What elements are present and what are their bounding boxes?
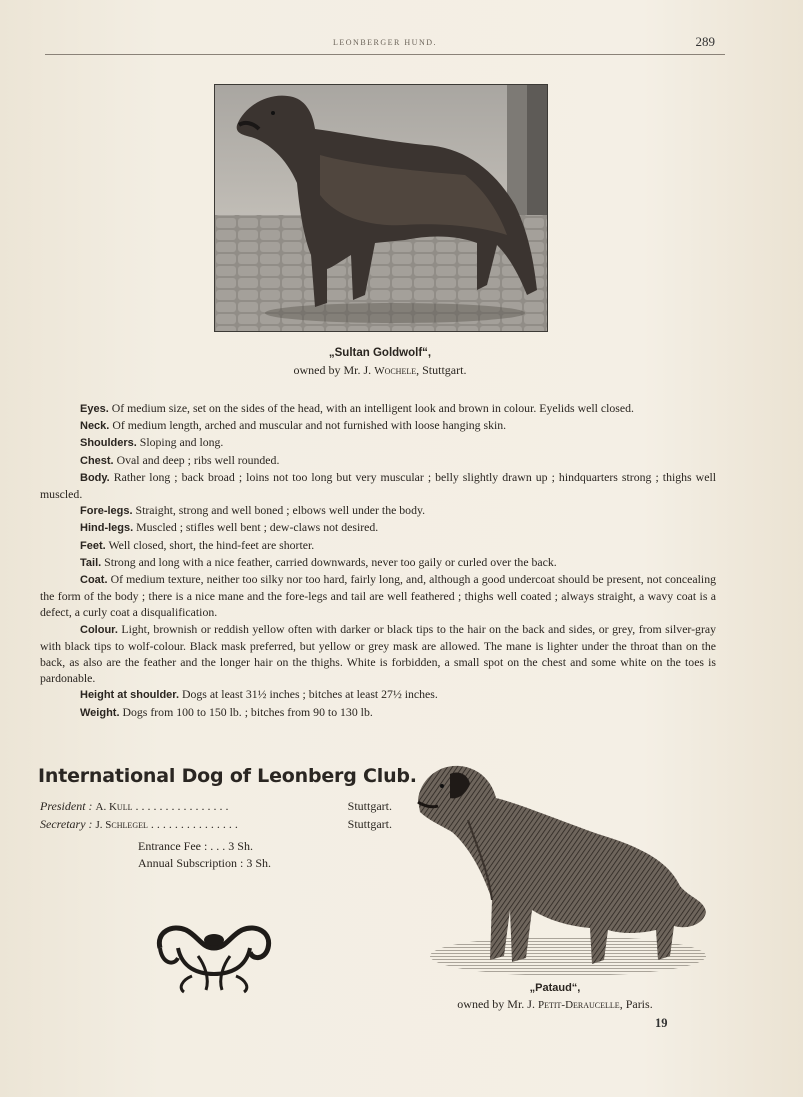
engraving-owner-line	[395, 996, 715, 1013]
standard-label: Height at shoulder.	[80, 689, 180, 702]
page-number: 289	[695, 34, 715, 49]
standard-label: Neck.	[80, 420, 110, 433]
standard-label: Fore-legs.	[80, 505, 133, 518]
dog-engraving	[408, 760, 708, 978]
standard-text: Of medium texture, neither too silky nor too hard, fairly long, and, although a good undercoat should be present, not concealing the form of the body ; there is a nice mane and the fore-legs and tail are well feathered ; thighs well coated ; always straight, a wavy coat is a defect, a curly coat a disqualification.	[40, 572, 716, 620]
standard-item	[40, 452, 716, 469]
annual-subscription: Annual Subscription : 3 Sh.	[138, 856, 272, 870]
president-dots: . . . . . . . . . . . . . . . .	[132, 799, 229, 813]
engraving-owner-name: Petit-Deraucelle	[537, 999, 620, 1011]
standard-item	[40, 417, 716, 434]
standard-item	[40, 519, 716, 536]
standard-text: Of medium size, set on the sides of the head, with an intelligent look and brown in colour. Eyelids well closed.	[111, 401, 634, 415]
president-role: President :	[40, 799, 93, 813]
president-place: Stuttgart.	[347, 799, 392, 813]
engraving-owner-prefix: owned by Mr. J.	[457, 997, 535, 1011]
breed-standard	[40, 400, 716, 721]
standard-text: Dogs from 100 to 150 lb. ; bitches from 90 to 130 lb.	[122, 704, 373, 719]
standard-text: Straight, strong and well boned ; elbows well under the body.	[135, 503, 426, 518]
ornament-vignette	[152, 918, 276, 994]
standard-item	[40, 434, 716, 451]
standard-item	[40, 554, 716, 571]
standard-label: Tail.	[80, 556, 102, 569]
standard-label: Body.	[80, 471, 110, 484]
standard-text: Rather long ; back broad ; loins not too long but very muscular ; belly slightly drawn up ; hindquarters strong ; thighs well muscled.	[40, 469, 716, 502]
secretary-dots: . . . . . . . . . . . . . . .	[147, 817, 238, 831]
sheet-number: 19	[655, 1016, 668, 1030]
entrance-fee: Entrance Fee : . . . 3 Sh.	[138, 839, 253, 853]
standard-text: Dogs at least 31½ inches ; bitches at least 27½ inches.	[181, 687, 438, 702]
standard-label: Coat.	[80, 574, 108, 587]
standard-item	[40, 400, 716, 417]
photo-dog-name: „Sultan Goldwolf“,	[328, 347, 432, 359]
running-head	[45, 34, 725, 54]
president-line	[40, 798, 400, 815]
standard-item	[40, 469, 716, 502]
photo-owner-prefix: owned by Mr. J.	[293, 363, 372, 377]
standard-text: Sloping and long.	[139, 435, 224, 450]
secretary-name: J. Schlegel	[95, 819, 148, 831]
standard-label: Eyes.	[80, 403, 109, 415]
header-rule	[45, 54, 725, 55]
engraving-dog-name: „Pataud“,	[529, 982, 581, 994]
standard-label: Colour.	[80, 623, 118, 636]
standard-item	[40, 571, 716, 621]
standard-text: Well closed, short, the hind-feet are shorter.	[108, 537, 315, 552]
standard-label: Shoulders.	[80, 437, 137, 450]
photo-owner-city: , Stuttgart.	[416, 363, 467, 377]
standard-text: Muscled ; stifles well bent ; dew-claws not desired.	[136, 520, 379, 535]
secretary-place: Stuttgart.	[347, 817, 392, 831]
photo-caption	[214, 345, 546, 380]
president-name: A. Kull	[95, 801, 133, 813]
standard-label: Weight.	[80, 706, 120, 719]
photo-owner-name: Wochele	[374, 365, 417, 377]
standard-item	[40, 704, 716, 721]
standard-text: Of medium length, arched and muscular and not furnished with loose hanging skin.	[112, 418, 507, 433]
standard-text: Strong and long with a nice feather, carried downwards, never too gaily or curled over the back.	[104, 554, 557, 569]
standard-item	[40, 686, 716, 703]
engraving-caption	[395, 980, 715, 1013]
club-fees	[138, 838, 271, 872]
standard-item	[40, 621, 716, 687]
standard-item	[40, 537, 716, 554]
dog-photo-illustration	[215, 85, 547, 331]
standard-label: Hind-legs.	[80, 522, 134, 535]
dog-photograph	[214, 84, 548, 332]
secretary-role: Secretary :	[40, 817, 93, 831]
standard-label: Chest.	[80, 454, 114, 467]
standard-text: Light, brownish or reddish yellow often with darker or black tips to the hair on the back and sides, or grey, from silver-gray with black tips to wolf-colour. Black mask preferred, but yellow or grey mask are allowed. The mane is lighter under the throat than on the back, as also are the feather and the longer hair on the thighs. White is forbidden, a small spot on the chest and some white on the toes is pardonable.	[40, 621, 717, 686]
photo-owner-line	[214, 362, 546, 380]
running-title: LEONBERGER HUND.	[333, 38, 437, 47]
standard-text: Oval and deep ; ribs well rounded.	[116, 452, 280, 467]
standard-item	[40, 502, 716, 519]
engraving-owner-city: , Paris.	[619, 997, 653, 1011]
standard-label: Feet.	[80, 539, 106, 552]
secretary-line	[40, 816, 400, 833]
club-heading: International Dog of Leonberg Club.	[38, 765, 417, 787]
